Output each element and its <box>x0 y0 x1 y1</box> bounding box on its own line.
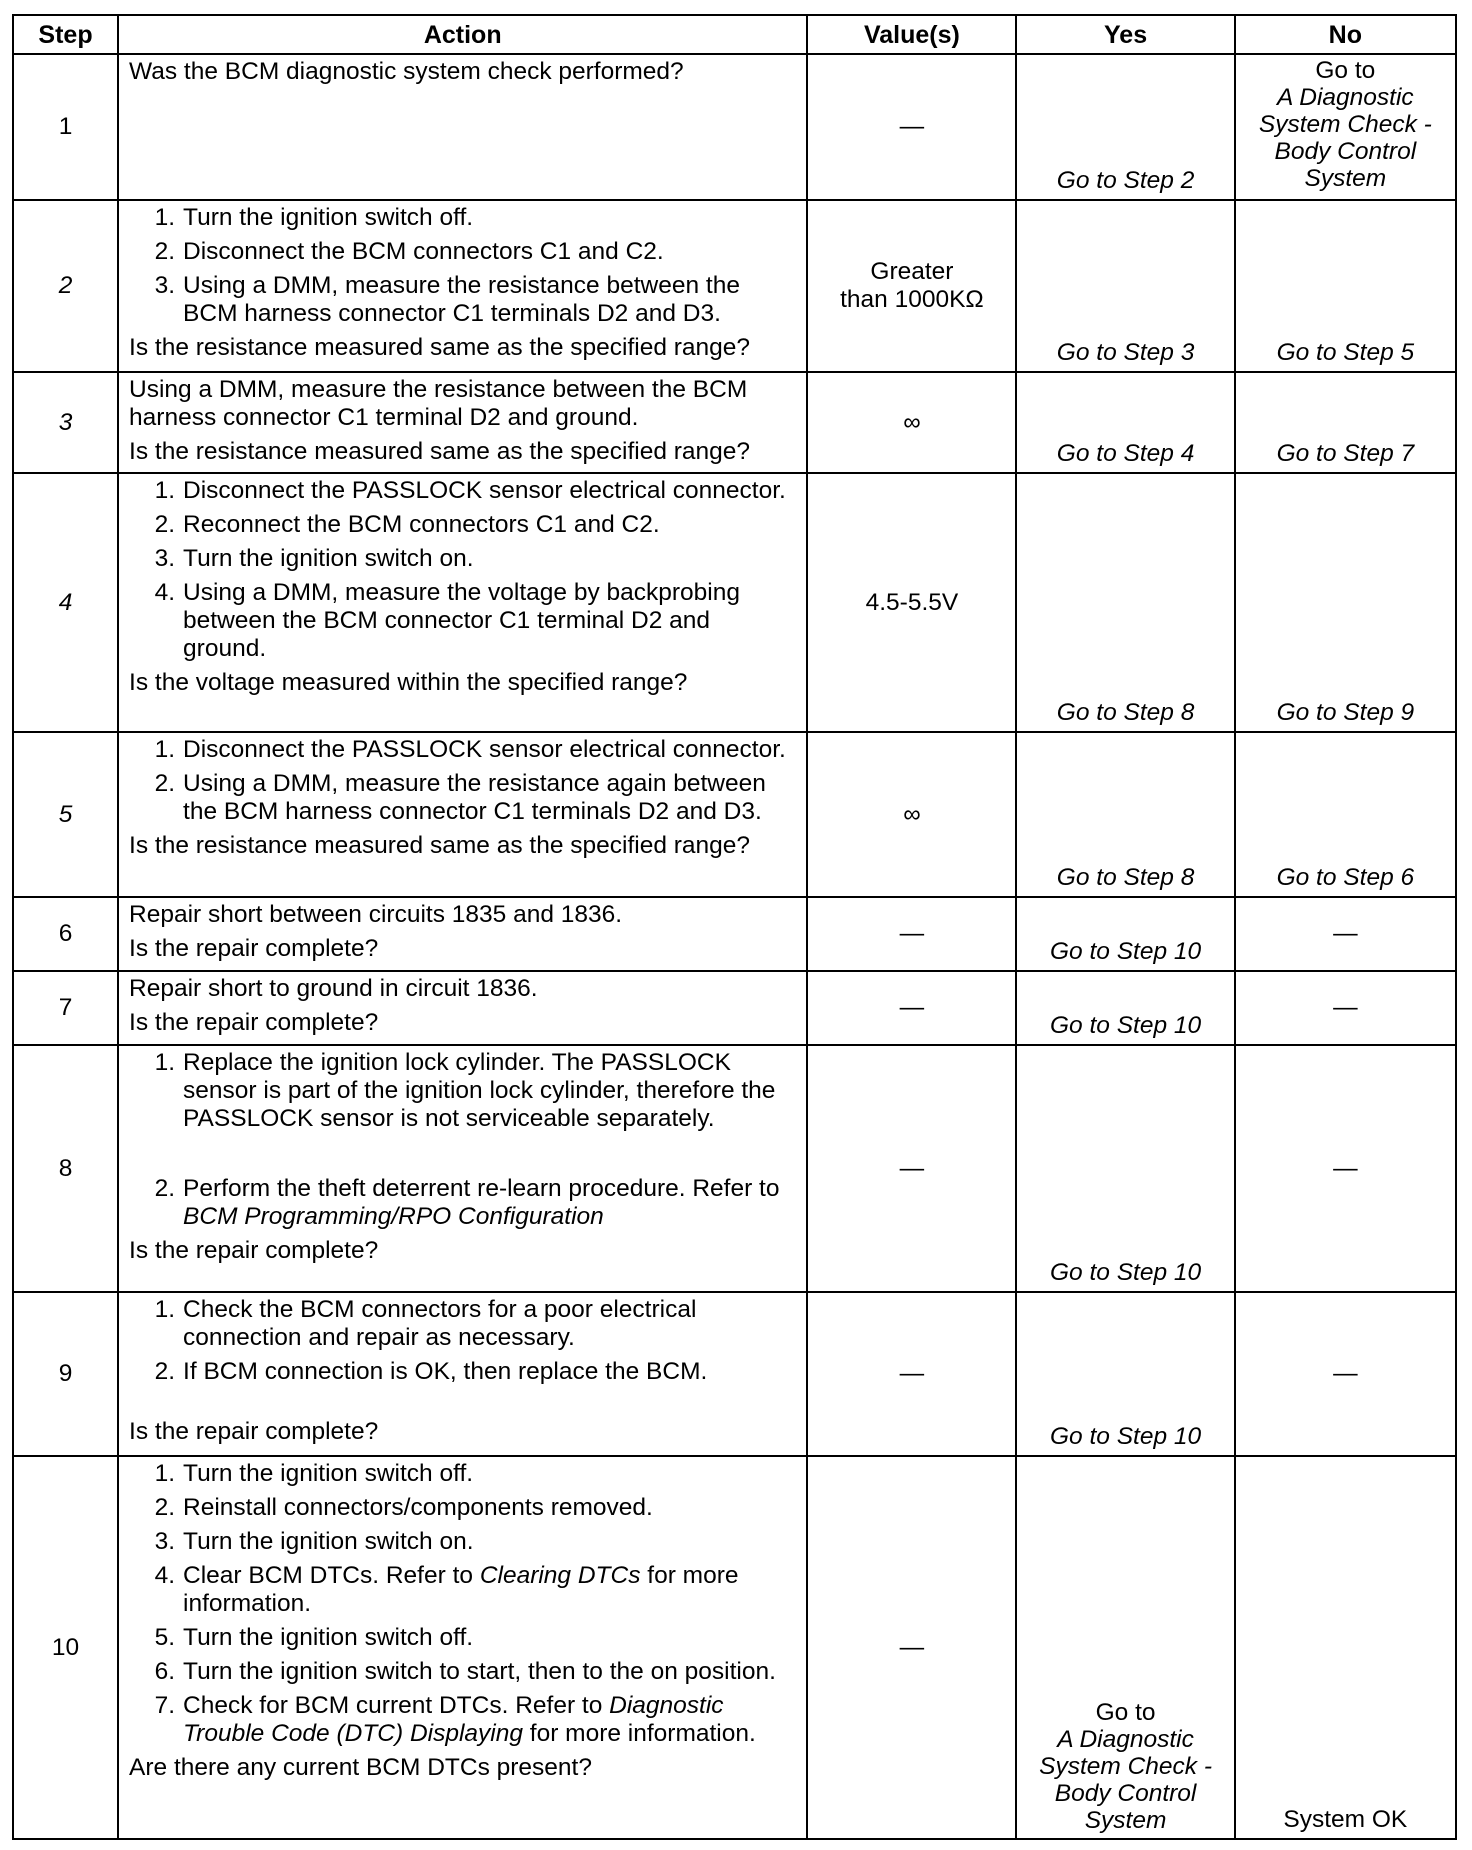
no-line: Body Control <box>1274 138 1417 165</box>
reference-link: BCM Programming/RPO Configuration <box>183 1203 604 1230</box>
step-number: 3 <box>13 372 118 473</box>
value-cell: ∞ <box>807 732 1016 897</box>
action-text: Using a DMM, measure the resistance between the BCM harness connector C1 terminal D2 and ground. <box>129 376 748 431</box>
table-row <box>13 1292 1456 1456</box>
action-cell <box>118 1045 807 1292</box>
action-cell <box>118 897 807 971</box>
no-line: Go to <box>1315 57 1376 84</box>
action-question: Is the voltage measured within the specified range? <box>129 669 688 696</box>
action-list <box>129 477 796 663</box>
yes-cell: Go to Step 4 <box>1016 372 1234 473</box>
table-row <box>13 971 1456 1045</box>
list-item: 7. Check for BCM current DTCs. Refer to Diagnostic Trouble Code (DTC) Displaying for more information. <box>154 1692 756 1747</box>
list-item: 2. Reconnect the BCM connectors C1 and C2. <box>154 511 660 538</box>
no-cell: System OK <box>1235 1456 1456 1839</box>
list-item: 1. Disconnect the PASSLOCK sensor electrical connector. <box>154 736 786 763</box>
step-number: 1 <box>13 54 118 200</box>
step-number: 9 <box>13 1292 118 1456</box>
value-cell: — <box>807 897 1016 971</box>
value-cell: — <box>807 1045 1016 1292</box>
table-row <box>13 372 1456 473</box>
action-list <box>129 204 796 328</box>
value-cell: — <box>807 1456 1016 1839</box>
action-cell <box>118 372 807 473</box>
action-cell <box>118 971 807 1045</box>
no-cell: — <box>1235 1292 1456 1456</box>
action-list <box>129 1460 796 1748</box>
action-cell <box>118 732 807 897</box>
action-cell <box>118 54 807 200</box>
header-no: No <box>1235 15 1456 54</box>
yes-cell: Go to Step 3 <box>1016 200 1234 372</box>
yes-cell: Go to A Diagnostic System Check - Body Control System <box>1016 1456 1234 1839</box>
list-item: 3. Using a DMM, measure the resistance between the BCM harness connector C1 terminals D2 and D3. <box>154 272 740 327</box>
step-number: 5 <box>13 732 118 897</box>
action-list <box>129 1049 796 1231</box>
table-row <box>13 1045 1456 1292</box>
table-row <box>13 54 1456 200</box>
action-question: Is the resistance measured same as the specified range? <box>129 832 751 859</box>
action-question: Are there any current BCM DTCs present? <box>129 1754 592 1781</box>
action-question: Is the repair complete? <box>129 935 379 962</box>
value-cell: — <box>807 971 1016 1045</box>
header-yes: Yes <box>1016 15 1234 54</box>
step-number: 10 <box>13 1456 118 1839</box>
step-number: 8 <box>13 1045 118 1292</box>
table-row <box>13 732 1456 897</box>
no-line: System <box>1304 165 1387 192</box>
no-cell: Go to Step 9 <box>1235 473 1456 732</box>
header-row <box>13 15 1456 54</box>
diagnostic-table <box>12 14 1457 1840</box>
action-text: Repair short to ground in circuit 1836. <box>129 975 538 1002</box>
list-item: 3. Turn the ignition switch on. <box>154 545 474 572</box>
yes-cell: Go to Step 8 <box>1016 473 1234 732</box>
list-item: 1. Replace the ignition lock cylinder. The PASSLOCK sensor is part of the ignition lock cylinder, therefore the PASSLOCK sensor is not serviceable separately. <box>154 1049 776 1132</box>
action-question: Is the repair complete? <box>129 1237 379 1264</box>
list-item: 4. Clear BCM DTCs. Refer to Clearing DTCs for more information. <box>154 1562 739 1617</box>
action-question: Is the resistance measured same as the specified range? <box>129 334 751 361</box>
action-question: Is the repair complete? <box>129 1009 379 1036</box>
no-cell: Go to Step 7 <box>1235 372 1456 473</box>
list-item: 1. Turn the ignition switch off. <box>154 204 474 231</box>
value-cell: 4.5-5.5V <box>807 473 1016 732</box>
reference-link: Diagnostic Trouble Code (DTC) Displaying <box>183 1692 724 1747</box>
list-item: 2. Using a DMM, measure the resistance again between the BCM harness connector C1 terminals D2 and D3. <box>154 770 766 825</box>
header-action: Action <box>118 15 807 54</box>
list-item: 1. Check the BCM connectors for a poor electrical connection and repair as necessary. <box>154 1296 697 1351</box>
action-question: Is the repair complete? <box>129 1418 379 1445</box>
action-cell <box>118 1292 807 1456</box>
table-row <box>13 1456 1456 1839</box>
table-row <box>13 200 1456 372</box>
no-cell: Go to Step 5 <box>1235 200 1456 372</box>
action-question: Was the BCM diagnostic system check performed? <box>129 58 684 85</box>
list-item: 5. Turn the ignition switch off. <box>154 1624 474 1651</box>
table-row <box>13 473 1456 732</box>
value-cell: — <box>807 1292 1016 1456</box>
reference-link: Clearing DTCs <box>479 1562 641 1589</box>
yes-cell: Go to Step 8 <box>1016 732 1234 897</box>
list-item: 2. Disconnect the BCM connectors C1 and C2. <box>154 238 664 265</box>
list-item: 1. Turn the ignition switch off. <box>154 1460 474 1487</box>
no-line: A Diagnostic <box>1277 84 1414 111</box>
diagnostic-table-sheet <box>12 14 1457 1840</box>
yes-cell: Go to Step 10 <box>1016 1292 1234 1456</box>
value-cell: Greater than 1000KΩ <box>807 200 1016 372</box>
yes-cell: Go to Step 10 <box>1016 1045 1234 1292</box>
step-number: 7 <box>13 971 118 1045</box>
table-row <box>13 897 1456 971</box>
action-cell <box>118 1456 807 1839</box>
action-text: Repair short between circuits 1835 and 1836. <box>129 901 623 928</box>
list-item: 4. Using a DMM, measure the voltage by backprobing between the BCM connector C1 terminal D2 and ground. <box>154 579 740 662</box>
list-item: 1. Disconnect the PASSLOCK sensor electrical connector. <box>154 477 786 504</box>
action-list <box>129 736 796 826</box>
header-step: Step <box>13 15 118 54</box>
step-number: 4 <box>13 473 118 732</box>
no-line: System Check - <box>1258 111 1432 138</box>
action-cell <box>118 200 807 372</box>
no-cell: — <box>1235 897 1456 971</box>
list-item: 6. Turn the ignition switch to start, then to the on position. <box>154 1658 776 1685</box>
yes-cell: Go to Step 10 <box>1016 971 1234 1045</box>
no-cell: Go to Step 6 <box>1235 732 1456 897</box>
action-cell <box>118 473 807 732</box>
action-question: Is the resistance measured same as the specified range? <box>129 438 751 465</box>
list-item: 2. Reinstall connectors/components removed. <box>154 1494 653 1521</box>
yes-cell: Go to Step 10 <box>1016 897 1234 971</box>
no-cell: — <box>1235 1045 1456 1292</box>
list-item: 3. Turn the ignition switch on. <box>154 1528 474 1555</box>
step-number: 6 <box>13 897 118 971</box>
action-list <box>129 1296 796 1418</box>
no-cell: — <box>1235 971 1456 1045</box>
list-item: 2. Perform the theft deterrent re-learn procedure. Refer to BCM Programming/RPO Configuration <box>154 1175 780 1230</box>
header-values: Value(s) <box>807 15 1016 54</box>
yes-cell: Go to Step 2 <box>1016 54 1234 200</box>
value-cell: — <box>807 54 1016 200</box>
value-cell: ∞ <box>807 372 1016 473</box>
list-item: 2. If BCM connection is OK, then replace the BCM. <box>154 1358 708 1385</box>
step-number: 2 <box>13 200 118 372</box>
no-cell <box>1235 54 1456 200</box>
